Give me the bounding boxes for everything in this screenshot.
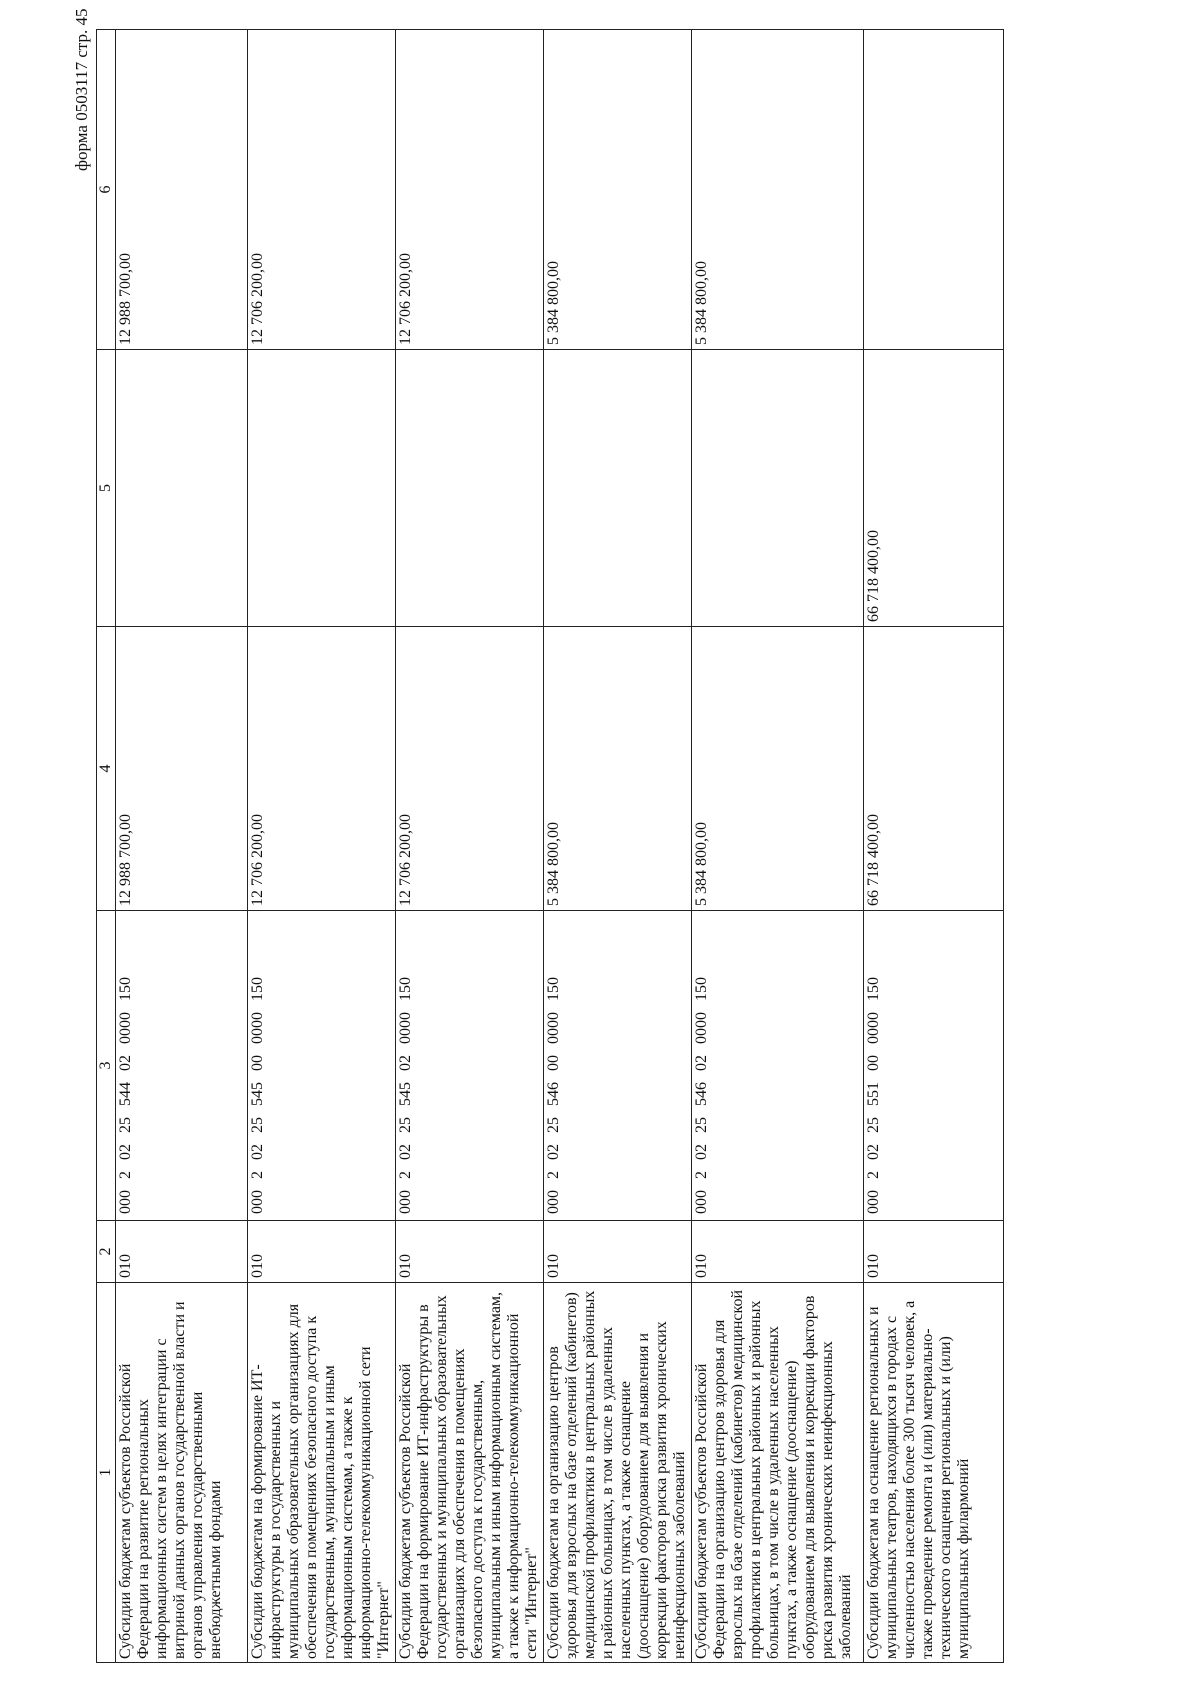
- table-row: [692, 30, 864, 1663]
- approved-amount: 66 718 400,00: [864, 627, 1004, 911]
- row-name: Субсидии бюджетам субъектов Российской Федерации на формирование ИТ-инфраструктуры в государственных и муниципальных образовательных организациях для обеспечения в помещениях безопасного доступа к государственным, муниципальным и иным информационным системам, а также к информационно-телекоммуникационной сети "Интернет": [396, 1283, 544, 1663]
- not-executed-amount: 12 706 200,00: [248, 30, 396, 350]
- column-number: 1: [97, 1283, 116, 1663]
- row-name: Субсидии бюджетам на оснащение региональных и муниципальных театров, находящихся в городах с численностью населения более 300 тысяч человек, а также проведение ремонта и (или) материально-технического оснащения региональных и (или) муниципальных филармоний: [864, 1283, 1004, 1663]
- line-code: 010: [692, 1221, 864, 1283]
- executed-amount: [116, 350, 248, 627]
- executed-amount: [544, 350, 692, 627]
- budget-code: 000 2 02 25 551 00 0000 150: [864, 911, 1004, 1221]
- table-row: [544, 30, 692, 1663]
- line-code: 010: [396, 1221, 544, 1283]
- budget-code: 000 2 02 25 545 00 0000 150: [248, 911, 396, 1221]
- executed-amount: [692, 350, 864, 627]
- column-number: 4: [97, 627, 116, 911]
- table-row: [248, 30, 396, 1663]
- not-executed-amount: 12 706 200,00: [396, 30, 544, 350]
- column-number: 5: [97, 350, 116, 627]
- budget-code: 000 2 02 25 546 02 0000 150: [692, 911, 864, 1221]
- approved-amount: 12 988 700,00: [116, 627, 248, 911]
- table-row: [116, 30, 248, 1663]
- line-code: 010: [116, 1221, 248, 1283]
- table-row: [396, 30, 544, 1663]
- not-executed-amount: 5 384 800,00: [692, 30, 864, 350]
- column-number-row: [97, 30, 116, 1663]
- column-number: 6: [97, 30, 116, 350]
- approved-amount: 5 384 800,00: [544, 627, 692, 911]
- executed-amount: [248, 350, 396, 627]
- budget-code: 000 2 02 25 546 00 0000 150: [544, 911, 692, 1221]
- executed-amount: [396, 350, 544, 627]
- approved-amount: 12 706 200,00: [248, 627, 396, 911]
- line-code: 010: [248, 1221, 396, 1283]
- line-code: 010: [864, 1221, 1004, 1283]
- row-name: Субсидии бюджетам на формирование ИТ-инфраструктуры в государственных и муниципальных образовательных организациях для обеспечения в помещениях безопасного доступа к государственным, муниципальным и иным информационным системам, а также к информационно-телекоммуникационной сети "Интернет": [248, 1283, 396, 1663]
- form-reference: форма 0503117 стр. 45: [72, 8, 91, 171]
- executed-amount: 66 718 400,00: [864, 350, 1004, 627]
- approved-amount: 5 384 800,00: [692, 627, 864, 911]
- not-executed-amount: [864, 30, 1004, 350]
- row-name: Субсидии бюджетам субъектов Российской Федерации на развитие региональных информационных систем в целях интеграции с витриной данных органов государственной власти и органов управления государственными внебюджетными фондами: [116, 1283, 248, 1663]
- row-name: Субсидии бюджетам на организацию центров здоровья для взрослых на базе отделений (кабинетов) медицинской профилактики в центральных районных и районных больницах, в том числе в удаленных населенных пунктах, а также оснащение (дооснащение) оборудованием для выявления и коррекции факторов риска развития хронических неинфекционных заболеваний: [544, 1283, 692, 1663]
- not-executed-amount: 12 988 700,00: [116, 30, 248, 350]
- not-executed-amount: 5 384 800,00: [544, 30, 692, 350]
- column-number: 2: [97, 1221, 116, 1283]
- approved-amount: 12 706 200,00: [396, 627, 544, 911]
- budget-table: [96, 29, 1004, 1663]
- line-code: 010: [544, 1221, 692, 1283]
- table-row: [864, 30, 1004, 1663]
- row-name: Субсидии бюджетам субъектов Российской Федерации на организацию центров здоровья для взрослых на базе отделений (кабинетов) медицинской профилактики в центральных районных и районных больницах, в том числе в удаленных населенных пунктах, а также оснащение (дооснащение) оборудованием для выявления и коррекции факторов риска развития хронических неинфекционных заболеваний: [692, 1283, 864, 1663]
- budget-code: 000 2 02 25 544 02 0000 150: [116, 911, 248, 1221]
- budget-code: 000 2 02 25 545 02 0000 150: [396, 911, 544, 1221]
- column-number: 3: [97, 911, 116, 1221]
